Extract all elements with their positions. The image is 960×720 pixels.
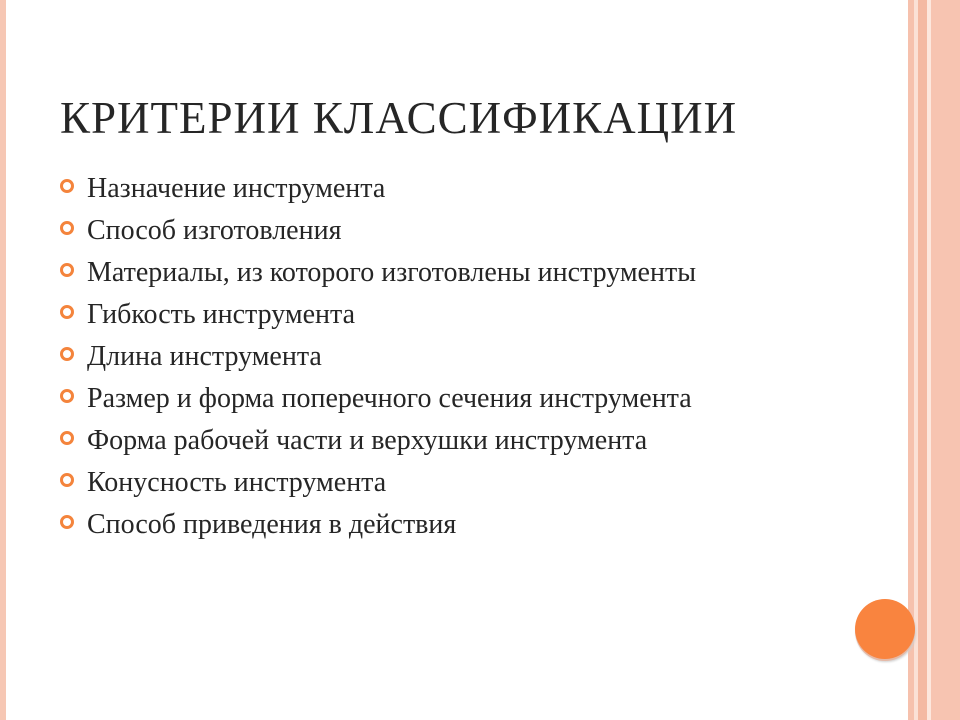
bullet-item	[60, 257, 840, 289]
bullet-circle-icon	[60, 473, 74, 487]
decorative-orange-circle	[855, 599, 915, 659]
right-border-stripes	[908, 0, 960, 720]
bullet-circle-icon	[60, 305, 74, 319]
bullet-circle-icon	[60, 179, 74, 193]
bullet-circle-icon	[60, 515, 74, 529]
bullet-item	[60, 383, 840, 415]
bullet-text: Форма рабочей части и верхушки инструмента	[87, 425, 648, 456]
bullet-item	[60, 173, 840, 205]
bullet-circle-icon	[60, 389, 74, 403]
slide-title: КРИТЕРИИ КЛАССИФИКАЦИИ	[60, 93, 738, 143]
bullet-text: Конусность инструмента	[87, 467, 387, 498]
bullet-text: Длина инструмента	[87, 341, 322, 372]
bullet-text: Назначение инструмента	[87, 173, 386, 204]
bullet-item	[60, 215, 840, 247]
bullet-circle-icon	[60, 263, 74, 277]
bullet-item	[60, 425, 840, 457]
bullet-circle-icon	[60, 221, 74, 235]
bullet-text: Способ приведения в действия	[87, 509, 457, 540]
bullet-circle-icon	[60, 431, 74, 445]
bullet-circle-icon	[60, 347, 74, 361]
bullet-item	[60, 299, 840, 331]
bullet-text: Материалы, из которого изготовлены инструменты	[87, 257, 697, 288]
bullet-list	[60, 173, 840, 551]
bullet-item	[60, 467, 840, 499]
bullet-item	[60, 341, 840, 373]
bullet-text: Способ изготовления	[87, 215, 342, 246]
bullet-text: Размер и форма поперечного сечения инструмента	[87, 383, 692, 414]
border-stripe	[918, 0, 927, 720]
bullet-text: Гибкость инструмента	[87, 299, 356, 330]
bullet-item	[60, 509, 840, 541]
border-stripe	[931, 0, 960, 720]
left-border-strip	[0, 0, 6, 720]
